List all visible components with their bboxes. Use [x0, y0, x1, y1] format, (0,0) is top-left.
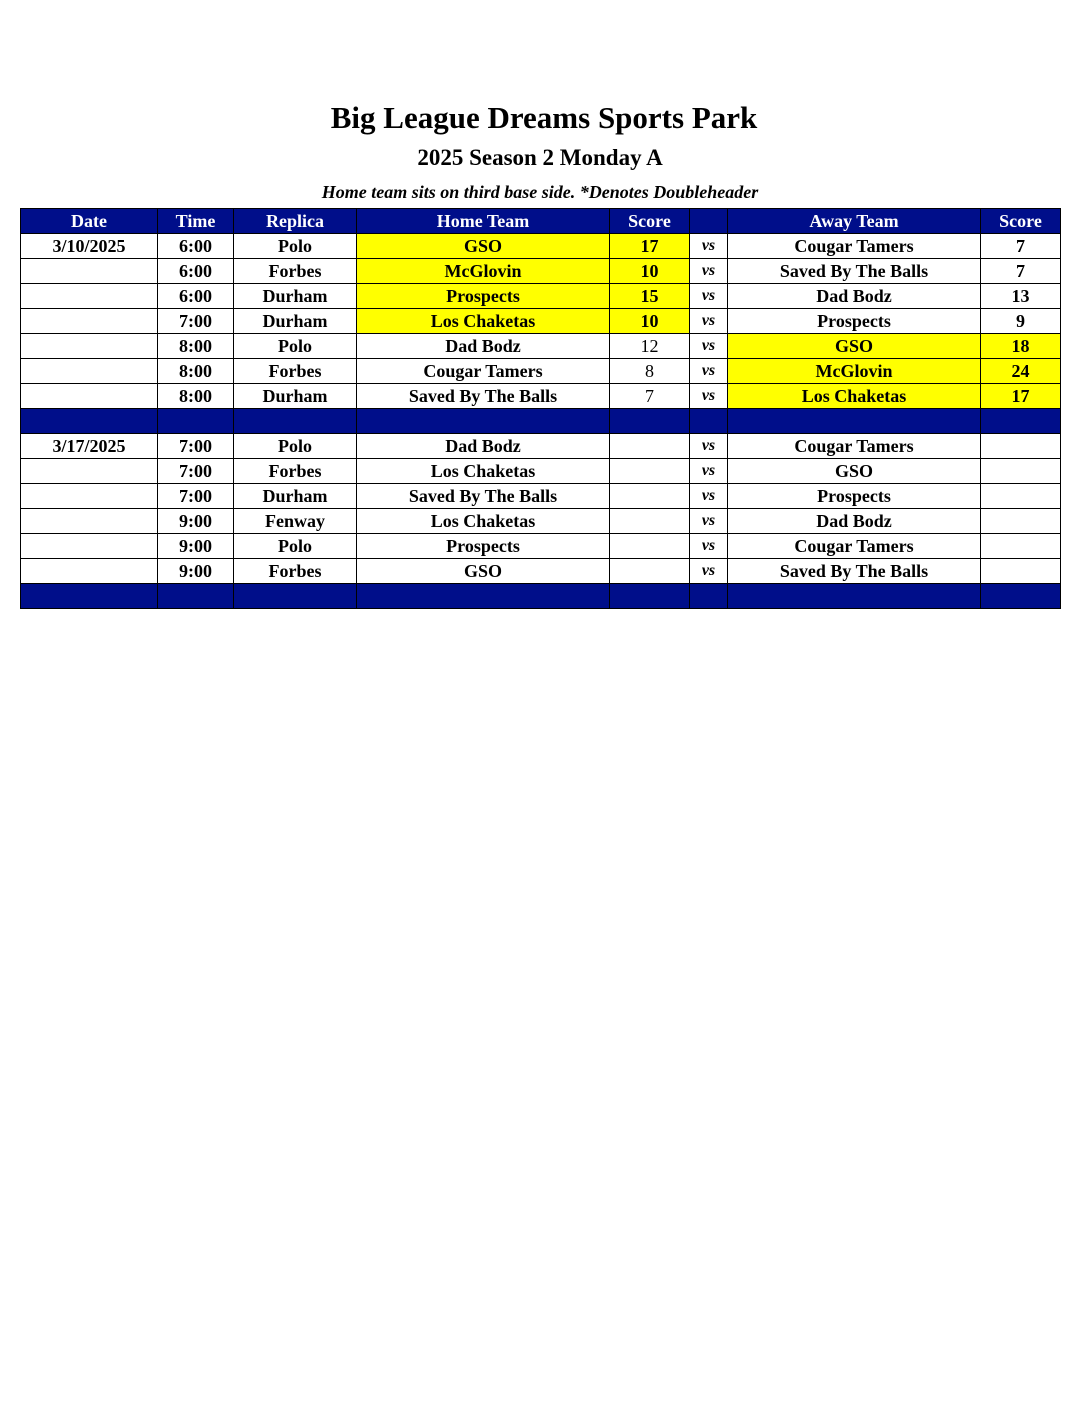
vs-label: vs	[690, 234, 728, 259]
home-team: Saved By The Balls	[357, 484, 610, 509]
game-date-empty	[21, 459, 158, 484]
separator-cell	[357, 409, 610, 434]
separator-cell	[981, 584, 1061, 609]
separator-cell	[610, 409, 690, 434]
away-team: McGlovin	[728, 359, 981, 384]
vs-label: vs	[690, 284, 728, 309]
away-score: 9	[981, 309, 1061, 334]
game-replica: Polo	[234, 434, 357, 459]
away-team: GSO	[728, 459, 981, 484]
game-replica: Forbes	[234, 559, 357, 584]
game-time: 7:00	[158, 309, 234, 334]
home-team: Los Chaketas	[357, 309, 610, 334]
vs-label: vs	[690, 259, 728, 284]
away-team: Saved By The Balls	[728, 259, 981, 284]
separator-cell	[21, 409, 158, 434]
game-replica: Forbes	[234, 259, 357, 284]
away-score	[981, 534, 1061, 559]
separator-cell	[610, 584, 690, 609]
game-date-empty	[21, 259, 158, 284]
home-score: 17	[610, 234, 690, 259]
away-score	[981, 509, 1061, 534]
game-date-empty	[21, 509, 158, 534]
away-team: Dad Bodz	[728, 509, 981, 534]
away-score: 13	[981, 284, 1061, 309]
home-team: Prospects	[357, 284, 610, 309]
away-score: 18	[981, 334, 1061, 359]
game-date: 3/10/2025	[21, 234, 158, 259]
home-team: GSO	[357, 234, 610, 259]
game-date-empty	[21, 484, 158, 509]
separator-cell	[981, 409, 1061, 434]
away-team: Cougar Tamers	[728, 234, 981, 259]
game-time: 6:00	[158, 284, 234, 309]
vs-label: vs	[690, 384, 728, 409]
home-score: 8	[610, 359, 690, 384]
game-replica: Forbes	[234, 359, 357, 384]
schedule-body	[21, 234, 1061, 609]
game-date-empty	[21, 284, 158, 309]
home-score	[610, 509, 690, 534]
game-replica: Durham	[234, 284, 357, 309]
away-team: Cougar Tamers	[728, 534, 981, 559]
separator-cell	[690, 584, 728, 609]
game-replica: Polo	[234, 334, 357, 359]
away-score: 24	[981, 359, 1061, 384]
table-row	[21, 459, 1061, 484]
vs-label: vs	[690, 434, 728, 459]
home-team-note: Home team sits on third base side. *Denotes Doubleheader	[321, 182, 759, 202]
game-time: 7:00	[158, 434, 234, 459]
game-time: 6:00	[158, 259, 234, 284]
col-home-score-header: Score	[610, 209, 690, 234]
table-row	[21, 359, 1061, 384]
table-row	[21, 559, 1061, 584]
table-row	[21, 234, 1061, 259]
col-replica-header: Replica	[234, 209, 357, 234]
vs-label: vs	[690, 484, 728, 509]
home-team: Dad Bodz	[357, 334, 610, 359]
away-team: GSO	[728, 334, 981, 359]
game-time: 6:00	[158, 234, 234, 259]
away-score	[981, 434, 1061, 459]
col-away-score-header: Score	[981, 209, 1061, 234]
col-date-header: Date	[21, 209, 158, 234]
table-row	[21, 284, 1061, 309]
home-score: 10	[610, 259, 690, 284]
home-team: McGlovin	[357, 259, 610, 284]
away-score: 17	[981, 384, 1061, 409]
table-row	[21, 434, 1061, 459]
table-row	[21, 384, 1061, 409]
col-time-header: Time	[158, 209, 234, 234]
home-score: 15	[610, 284, 690, 309]
separator-cell	[158, 584, 234, 609]
home-team: Los Chaketas	[357, 459, 610, 484]
away-score: 7	[981, 234, 1061, 259]
game-time: 8:00	[158, 384, 234, 409]
game-date-empty	[21, 359, 158, 384]
separator-cell	[21, 584, 158, 609]
game-date-empty	[21, 534, 158, 559]
home-score	[610, 434, 690, 459]
vs-label: vs	[690, 334, 728, 359]
game-date-empty	[21, 384, 158, 409]
separator-cell	[728, 409, 981, 434]
home-team: GSO	[357, 559, 610, 584]
home-team: Dad Bodz	[357, 434, 610, 459]
season-subtitle: 2025 Season 2 Monday A	[417, 145, 663, 170]
col-home-team-header: Home Team	[357, 209, 610, 234]
home-score	[610, 484, 690, 509]
game-replica: Polo	[234, 234, 357, 259]
table-row	[21, 509, 1061, 534]
game-replica: Fenway	[234, 509, 357, 534]
separator-cell	[234, 584, 357, 609]
separator-cell	[690, 409, 728, 434]
away-score	[981, 459, 1061, 484]
game-date-empty	[21, 334, 158, 359]
away-score	[981, 559, 1061, 584]
separator-cell	[357, 584, 610, 609]
away-team: Dad Bodz	[728, 284, 981, 309]
table-row	[21, 534, 1061, 559]
table-row	[21, 484, 1061, 509]
game-replica: Durham	[234, 384, 357, 409]
away-team: Prospects	[728, 484, 981, 509]
vs-label: vs	[690, 459, 728, 484]
vs-label: vs	[690, 559, 728, 584]
away-team: Los Chaketas	[728, 384, 981, 409]
col-away-team-header: Away Team	[728, 209, 981, 234]
home-score: 7	[610, 384, 690, 409]
separator-cell	[158, 409, 234, 434]
separator-cell	[728, 584, 981, 609]
home-team: Los Chaketas	[357, 509, 610, 534]
game-time: 7:00	[158, 459, 234, 484]
game-time: 9:00	[158, 534, 234, 559]
game-replica: Forbes	[234, 459, 357, 484]
header-row	[21, 209, 1061, 234]
away-team: Saved By The Balls	[728, 559, 981, 584]
week-separator-row	[21, 409, 1061, 434]
home-score: 10	[610, 309, 690, 334]
game-date-empty	[21, 559, 158, 584]
away-score	[981, 484, 1061, 509]
home-score	[610, 459, 690, 484]
game-date-empty	[21, 309, 158, 334]
game-time: 9:00	[158, 559, 234, 584]
game-time: 8:00	[158, 334, 234, 359]
home-team: Cougar Tamers	[357, 359, 610, 384]
vs-label: vs	[690, 359, 728, 384]
home-team: Prospects	[357, 534, 610, 559]
game-time: 7:00	[158, 484, 234, 509]
game-time: 8:00	[158, 359, 234, 384]
week-separator-row	[21, 584, 1061, 609]
table-row	[21, 259, 1061, 284]
page-title: Big League Dreams Sports Park	[330, 100, 758, 135]
game-replica: Polo	[234, 534, 357, 559]
vs-label: vs	[690, 309, 728, 334]
home-score: 12	[610, 334, 690, 359]
schedule-table	[20, 208, 1061, 609]
home-score	[610, 559, 690, 584]
home-score	[610, 534, 690, 559]
home-team: Saved By The Balls	[357, 384, 610, 409]
away-score: 7	[981, 259, 1061, 284]
game-replica: Durham	[234, 309, 357, 334]
game-date: 3/17/2025	[21, 434, 158, 459]
game-time: 9:00	[158, 509, 234, 534]
vs-label: vs	[690, 534, 728, 559]
away-team: Prospects	[728, 309, 981, 334]
game-replica: Durham	[234, 484, 357, 509]
table-row	[21, 334, 1061, 359]
away-team: Cougar Tamers	[728, 434, 981, 459]
vs-label: vs	[690, 509, 728, 534]
col-vs-header	[690, 209, 728, 234]
separator-cell	[234, 409, 357, 434]
table-row	[21, 309, 1061, 334]
